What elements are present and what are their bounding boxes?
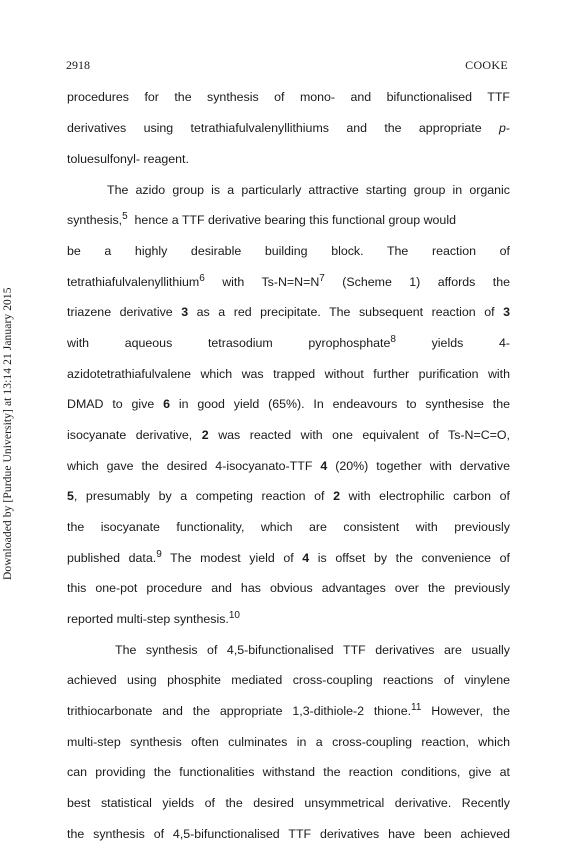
text-line: isocyanate derivative, 2 was reacted with one equivalent of Ts-N=C=O,: [67, 428, 510, 442]
page-number: 2918: [66, 58, 90, 72]
download-watermark: Downloaded by [Purdue University] at 13:14 21 January 2015: [2, 287, 14, 581]
text-line: achieved using phosphite mediated cross-coupling reactions of vinylene: [67, 673, 510, 687]
text-line: this one-pot procedure and has obvious advantages over the previously: [67, 581, 510, 595]
text-line: procedures for the synthesis of mono- and bifunctionalised TTF: [67, 90, 510, 104]
text-line: which gave the desired 4-isocyanato-TTF 4 (20%) together with dervative: [67, 459, 510, 473]
text-line: The azido group is a particularly attractive starting group in organic: [107, 183, 510, 197]
text-line: with aqueous tetrasodium pyrophosphate$^8$ yields 4-: [67, 335, 510, 350]
text-line: the synthesis of 4,5-bifunctionalised TTF derivatives have been achieved: [67, 827, 510, 841]
text-line: trithiocarbonate and the appropriate 1,3-dithiole-2 thione.$^{11}$ However, the: [67, 703, 510, 718]
text-line: derivatives using tetrathiafulvalenyllithiums and the appropriate p-: [67, 121, 510, 135]
text-line: triazene derivative 3 as a red precipitate. The subsequent reaction of 3: [67, 305, 510, 319]
text-line: reported multi-step synthesis.$^{10}$: [67, 611, 240, 626]
text-line: 5, presumably by a competing reaction of 2 with electrophilic carbon of: [67, 489, 510, 503]
text-line: can providing the functionalities withstand the reaction conditions, give at: [67, 765, 510, 779]
text-line: be a highly desirable building block. The reaction of: [67, 244, 510, 258]
text-line: toluesulfonyl- reagent.: [67, 152, 189, 166]
text-line: The synthesis of 4,5-bifunctionalised TTF derivatives are usually: [115, 643, 510, 657]
text-line: tetrathiafulvalenyllithium$^6$ with $Ts-N=N=N^7$ (Scheme 1) affords the: [67, 274, 510, 289]
text-line: best statistical yields of the desired unsymmetrical derivative. Recently: [67, 796, 510, 810]
text-line: the isocyanate functionality, which are consistent with previously: [67, 520, 510, 534]
text-line: published data.$^9$ The modest yield of 4 is offset by the convenience of: [67, 550, 510, 565]
text-line: multi-step synthesis often culminates in a cross-coupling reaction, which: [67, 735, 510, 749]
running-head: COOKE: [465, 58, 508, 72]
text-line: azidotetrathiafulvalene which was trapped without further purification with: [67, 367, 510, 381]
text-line: DMAD to give 6 in good yield (65%). In endeavours to synthesise the: [67, 397, 510, 411]
text-line: synthesis,$^5$ hence a TTF derivative bearing this functional group would: [67, 212, 456, 227]
